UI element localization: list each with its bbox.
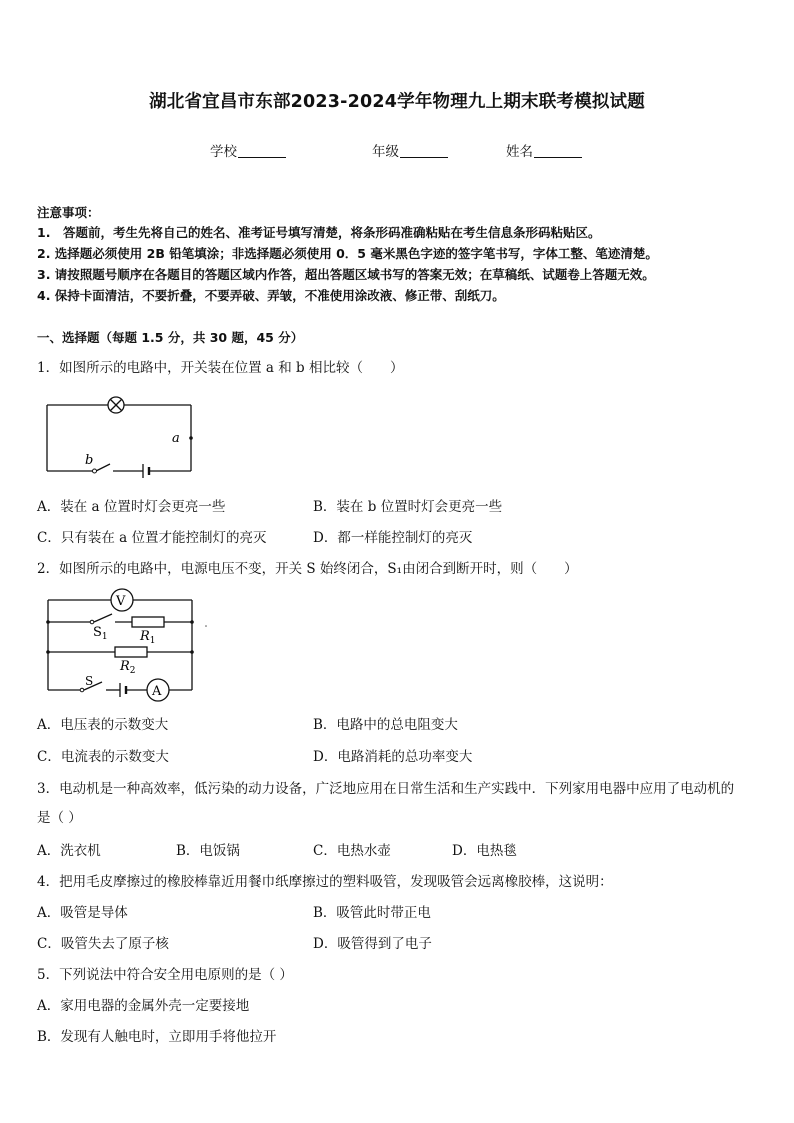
q4-stem: 4．把用毛皮摩擦过的橡胶棒靠近用餐巾纸摩擦过的塑料吸管，发现吸管会远离橡胶棒，这说明：	[37, 874, 613, 890]
q2-circuit-diagram	[40, 586, 210, 704]
exam-title: 湖北省宜昌市东部2023-2024学年物理九上期末联考模拟试题	[149, 92, 645, 112]
q4-option-d[interactable]: D．吸管得到了电子	[313, 936, 432, 952]
notice-heading: 注意事项：	[37, 205, 100, 220]
name-label: 姓名	[506, 144, 533, 160]
q5-option-b[interactable]: B．发现有人触电时，立即用手将他拉开	[37, 1029, 277, 1045]
q3-stem: 3．电动机是一种高效率，低污染的动力设备，广泛地应用在日常生活和生产实践中．下列家用电器中应用了电动机的	[37, 781, 735, 797]
label-b: b	[85, 453, 94, 468]
q2-option-c[interactable]: C．电流表的示数变大	[37, 749, 169, 765]
r1-subscript: 1	[149, 636, 156, 646]
q1-option-c[interactable]: C．只有装在 a 位置才能控制灯的亮灭	[37, 530, 267, 546]
ammeter-label: A	[152, 684, 162, 699]
q3-option-a[interactable]: A．洗衣机	[37, 843, 101, 859]
q3-option-d[interactable]: D．电热毯	[452, 843, 517, 859]
q5-option-a[interactable]: A．家用电器的金属外壳一定要接地	[37, 998, 250, 1014]
school-label: 学校	[210, 144, 237, 160]
section-heading: 一、选择题（每题 1.5 分，共 30 题，45 分）	[37, 330, 304, 345]
q5-stem: 5．下列说法中符合安全用电原则的是（ ）	[37, 967, 293, 983]
q1-stem: 1．如图所示的电路中，开关装在位置 a 和 b 相比较（ ）	[37, 360, 404, 376]
s1-subscript: 1	[101, 632, 108, 642]
q4-option-a[interactable]: A．吸管是导体	[37, 905, 128, 921]
label-a: a	[172, 431, 180, 446]
r2-subscript: 2	[129, 666, 136, 676]
school-blank[interactable]	[238, 144, 286, 158]
q3-option-b[interactable]: B．电饭锅	[176, 843, 240, 859]
r1-label	[139, 629, 156, 646]
info-name	[506, 140, 582, 160]
q3-option-c[interactable]: C．电热水壶	[313, 843, 391, 859]
r2-label	[119, 659, 136, 676]
q2-option-a[interactable]: A．电压表的示数变大	[37, 717, 169, 733]
info-grade	[372, 140, 448, 160]
notice-item: 3. 请按照题号顺序在各题目的答题区域内作答，超出答题区域书写的答案无效；在草稿纸、试题卷上答题无效。	[37, 267, 655, 282]
r2-letter: R	[120, 659, 130, 674]
q4-option-b[interactable]: B．吸管此时带正电	[313, 905, 431, 921]
q2-stem: 2．如图所示的电路中，电源电压不变，开关 S 始终闭合，S₁由闭合到断开时，则（ ）	[37, 561, 578, 577]
switch-s-label: S	[85, 674, 94, 688]
voltmeter-label: V	[116, 594, 126, 609]
q2-option-b[interactable]: B．电路中的总电阻变大	[313, 717, 458, 733]
grade-blank[interactable]	[400, 144, 448, 158]
switch-s1-label	[93, 625, 108, 642]
q1-option-a[interactable]: A．装在 a 位置时灯会更亮一些	[37, 499, 226, 515]
notice-item: 4. 保持卡面清洁，不要折叠，不要弄破、弄皱，不准使用涂改液、修正带、刮纸刀。	[37, 288, 505, 303]
info-school	[210, 140, 286, 160]
q1-option-d[interactable]: D．都一样能控制灯的亮灭	[313, 530, 473, 546]
q2-option-d[interactable]: D．电路消耗的总功率变大	[313, 749, 473, 765]
name-blank[interactable]	[534, 144, 582, 158]
q1-option-b[interactable]: B．装在 b 位置时灯会更亮一些	[313, 499, 503, 515]
r1-letter: R	[140, 629, 150, 644]
notice-item: 1. 答题前，考生先将自己的姓名、准考证号填写清楚，将条形码准确粘贴在考生信息条形码粘贴区。	[37, 225, 601, 240]
q3-stem-cont: 是（ ）	[37, 810, 82, 826]
q1-circuit-diagram	[40, 392, 200, 478]
notice-item: 2. 选择题必须使用 2B 铅笔填涂；非选择题必须使用 0．5 毫米黑色字迹的签字笔书写，字体工整、笔迹清楚。	[37, 246, 658, 261]
q4-option-c[interactable]: C．吸管失去了原子核	[37, 936, 169, 952]
grade-label: 年级	[372, 144, 399, 160]
s1-letter: S	[93, 625, 102, 640]
